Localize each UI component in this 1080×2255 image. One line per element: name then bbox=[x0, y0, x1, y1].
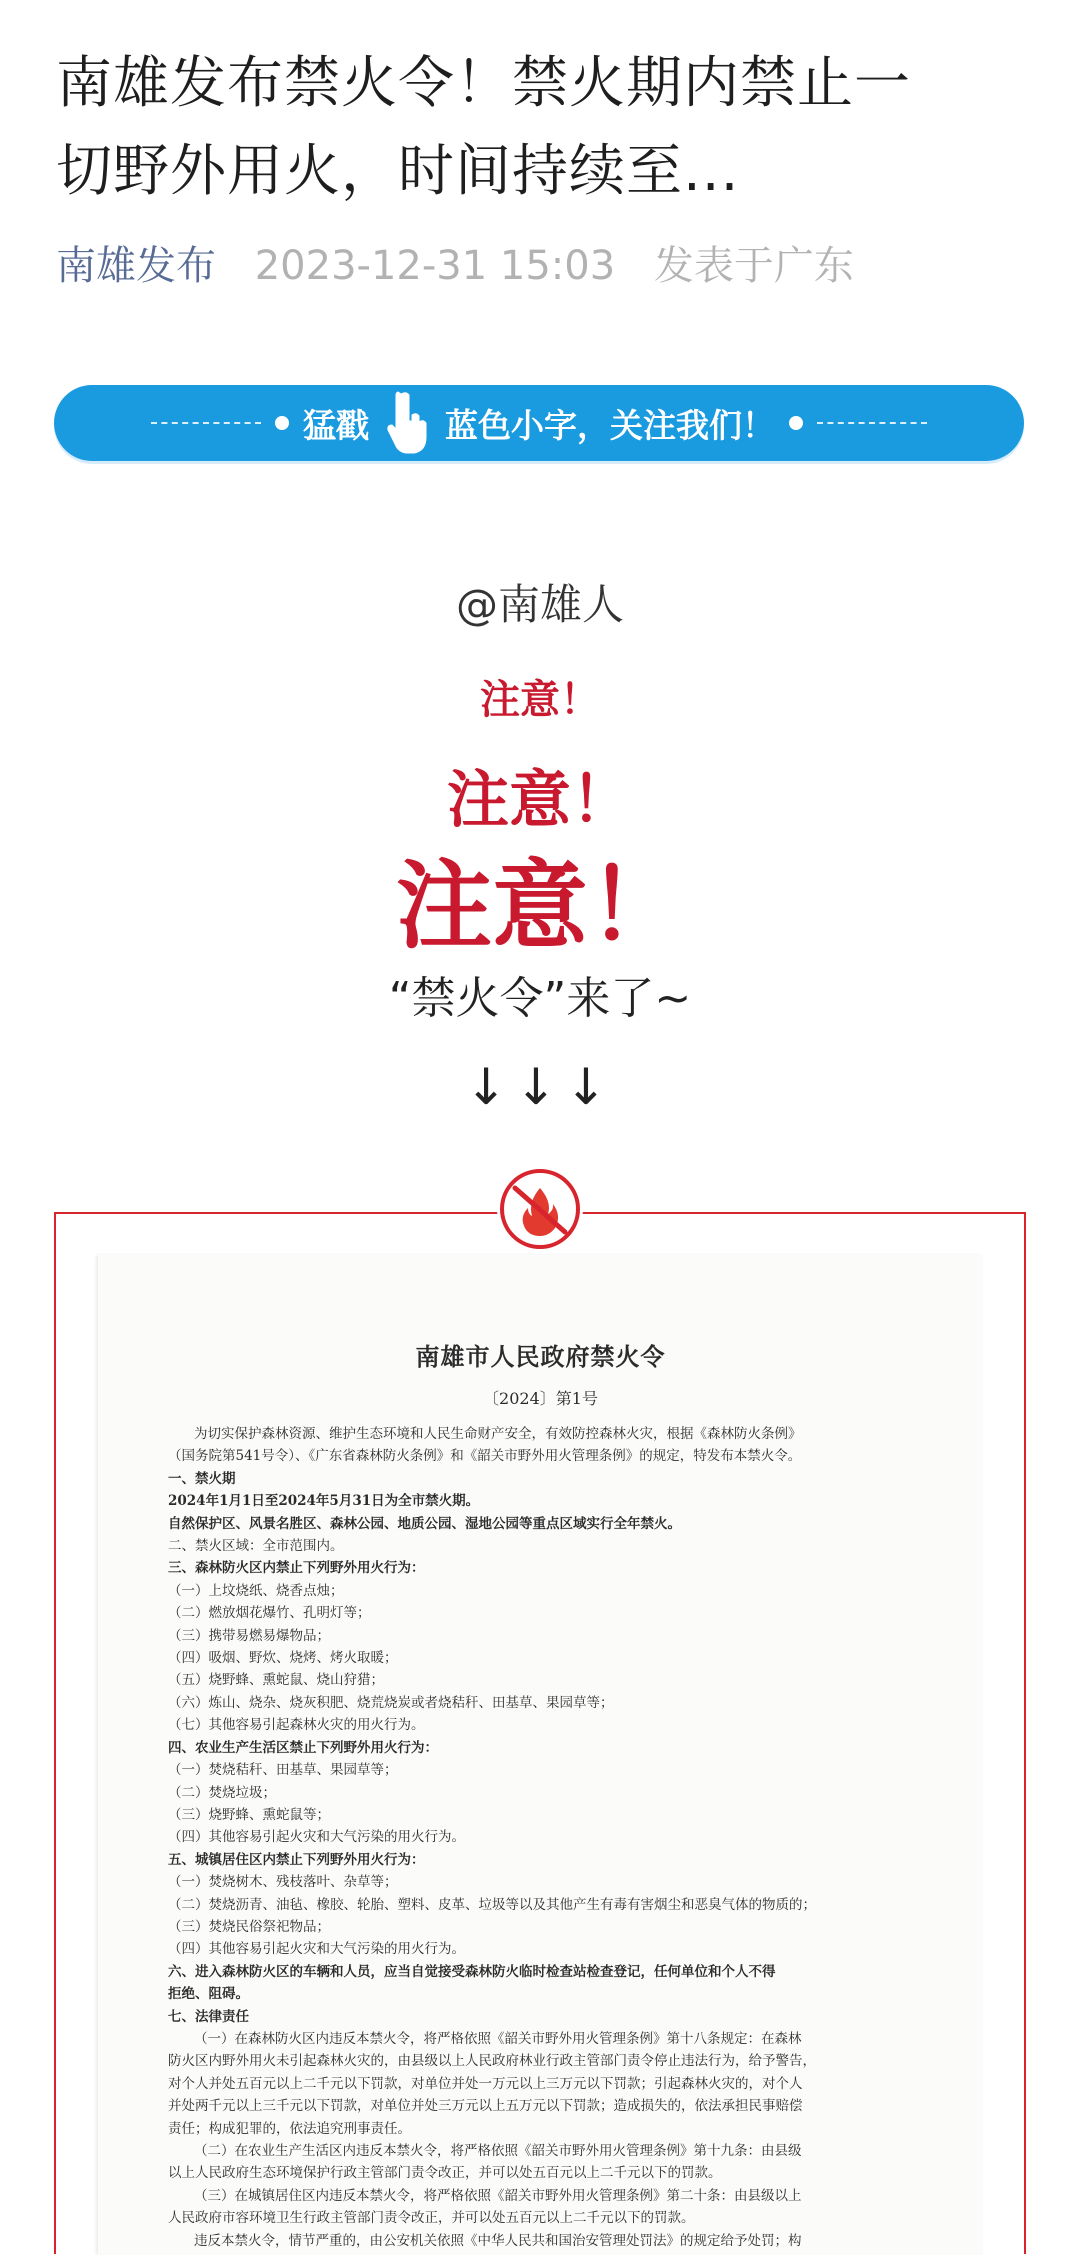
document-line: （二）燃放烟花爆竹、孔明灯等； bbox=[168, 1605, 371, 1622]
document-line: 为切实保护森林资源、维护生态环境和人民生命财产安全，有效防控森林火灾，根据《森林防火条例》 bbox=[194, 1426, 802, 1442]
document-line: 七、法律责任 bbox=[168, 2008, 249, 2025]
no-fire-icon bbox=[497, 1166, 583, 1252]
banner-divider bbox=[151, 422, 261, 424]
document-line: 一、禁火期 bbox=[168, 1470, 236, 1487]
document-number: 〔2024〕第1号 bbox=[483, 1389, 598, 1408]
document-line: 并处两千元以上三千元以下罚款，对单位并处三万元以上五万元以下罚款；造成损失的，依法承担民事赔偿 bbox=[168, 2098, 803, 2115]
article-title-line-2: 切野外用火，时间持续至... bbox=[56, 139, 740, 204]
document-line: （国务院第541号令）、《广东省森林防火条例》和《韶关市野外用火管理条例》的规定，特发布本禁火令。 bbox=[168, 1448, 802, 1465]
document-line: 四、农业生产生活区禁止下列野外用火行为： bbox=[168, 1739, 438, 1756]
document-line: （六）炼山、烧杂、烧灰积肥、烧荒烧炭或者烧秸秆、田基草、果园草等； bbox=[168, 1694, 614, 1711]
document-line: （一）上坟烧纸、烧香点烛； bbox=[168, 1582, 344, 1599]
fire-ban-note: “禁火令”来了~ bbox=[388, 973, 692, 1024]
document-line: 对个人并处五百元以上二千元以下罚款，对单位并处一万元以上三万元以下罚款；引起森林火灾的，对个人 bbox=[168, 2075, 803, 2092]
document-body bbox=[98, 1423, 983, 2252]
banner-right-text: 蓝色小字，关注我们！ bbox=[445, 405, 775, 445]
attention-large: 注意！ bbox=[396, 850, 684, 962]
publish-location: 发表于广东 bbox=[653, 243, 854, 289]
document-line: 五、城镇居住区内禁止下列野外用火行为： bbox=[168, 1851, 425, 1868]
document-line: 六、进入森林防火区的车辆和人员，应当自觉接受森林防火临时检查站检查登记，任何单位和个人不得 bbox=[168, 1963, 776, 1980]
article-title-line-1: 南雄发布禁火令！禁火期内禁止一 bbox=[56, 51, 911, 116]
pointing-hand-icon bbox=[379, 385, 435, 461]
document-line: （三）在城镇居住区内违反本禁火令，将严格依照《韶关市野外用火管理条例》第二十条：由县级以上 bbox=[194, 2187, 802, 2204]
banner-divider bbox=[817, 422, 927, 424]
document-title: 南雄市人民政府禁火令 bbox=[415, 1342, 666, 1371]
article-meta bbox=[56, 238, 854, 294]
document-line: （七）其他容易引起森林火灾的用火行为。 bbox=[168, 1717, 425, 1734]
banner-left-text: 猛戳 bbox=[303, 405, 369, 445]
document-line: （二）焚烧沥青、油毡、橡胶、轮胎、塑料、皮革、垃圾等以及其他产生有毒有害烟尘和恶臭气体的物质的； bbox=[168, 1896, 816, 1913]
document-line: 违反本禁火令，情节严重的，由公安机关依照《中华人民共和国治安管理处罚法》的规定给予处罚；构 bbox=[194, 2232, 802, 2249]
document-line: （一）焚烧树木、残枝落叶、杂草等； bbox=[168, 1874, 398, 1891]
document-line: （三）焚烧民俗祭祀物品； bbox=[168, 1918, 330, 1935]
document-line: （四）其他容易引起火灾和大气污染的用火行为。 bbox=[168, 1829, 465, 1846]
banner-dot bbox=[789, 416, 803, 430]
publish-date: 2023-12-31 15:03 bbox=[254, 243, 616, 289]
document-line: 人民政府市容环境卫生行政主管部门责令改正，并可以处五百元以上二千元以下的罚款。 bbox=[168, 2210, 695, 2227]
document-line: （二）在农业生产生活区内违反本禁火令，将严格依照《韶关市野外用火管理条例》第十九条：由县级 bbox=[194, 2143, 802, 2159]
fire-ban-document bbox=[98, 1255, 983, 2255]
attention-small: 注意！ bbox=[480, 677, 600, 723]
down-arrows: ↓↓↓ bbox=[465, 1058, 615, 1116]
document-line: 责任；构成犯罪的，依法追究刑事责任。 bbox=[168, 2120, 411, 2137]
document-line: （四）其他容易引起火灾和大气污染的用火行为。 bbox=[168, 1941, 465, 1958]
follow-banner[interactable] bbox=[54, 385, 1024, 461]
document-line: 三、森林防火区内禁止下列野外用火行为： bbox=[168, 1560, 425, 1577]
document-line: 二、禁火区域：全市范围内。 bbox=[168, 1538, 344, 1555]
document-line: （四）吸烟、野炊、烧烤、烤火取暖； bbox=[168, 1650, 398, 1667]
document-line: 防火区内野外用火未引起森林火灾的，由县级以上人民政府林业行政主管部门责令停止违法行为，给予警告， bbox=[168, 2053, 816, 2070]
document-line: 2024年1月1日至2024年5月31日为全市禁火期。 bbox=[168, 1493, 480, 1510]
document-line: （一）在森林防火区内违反本禁火令，将严格依照《韶关市野外用火管理条例》第十八条规定：在森林 bbox=[194, 2030, 802, 2047]
article-title bbox=[56, 40, 1026, 216]
document-line: （一）焚烧秸秆、田基草、果园草等； bbox=[168, 1762, 398, 1779]
mention-text: @南雄人 bbox=[455, 580, 624, 629]
author-link[interactable]: 南雄发布 bbox=[56, 243, 216, 289]
document-line: （二）焚烧垃圾； bbox=[168, 1784, 276, 1801]
banner-dot bbox=[275, 416, 289, 430]
document-line: 以上人民政府生态环境保护行政主管部门责令改正，并可以处五百元以上二千元以下的罚款。 bbox=[168, 2165, 722, 2182]
document-line: （三）烧野蜂、熏蛇鼠等； bbox=[168, 1806, 330, 1823]
attention-medium: 注意！ bbox=[446, 763, 633, 836]
document-line: 自然保护区、风景名胜区、森林公园、地质公园、湿地公园等重点区域实行全年禁火。 bbox=[168, 1515, 681, 1532]
document-line: （三）携带易燃易爆物品； bbox=[168, 1627, 330, 1644]
document-line: 拒绝、阻碍。 bbox=[168, 1986, 249, 2003]
document-line: （五）烧野蜂、熏蛇鼠、烧山狩猎； bbox=[168, 1672, 384, 1689]
